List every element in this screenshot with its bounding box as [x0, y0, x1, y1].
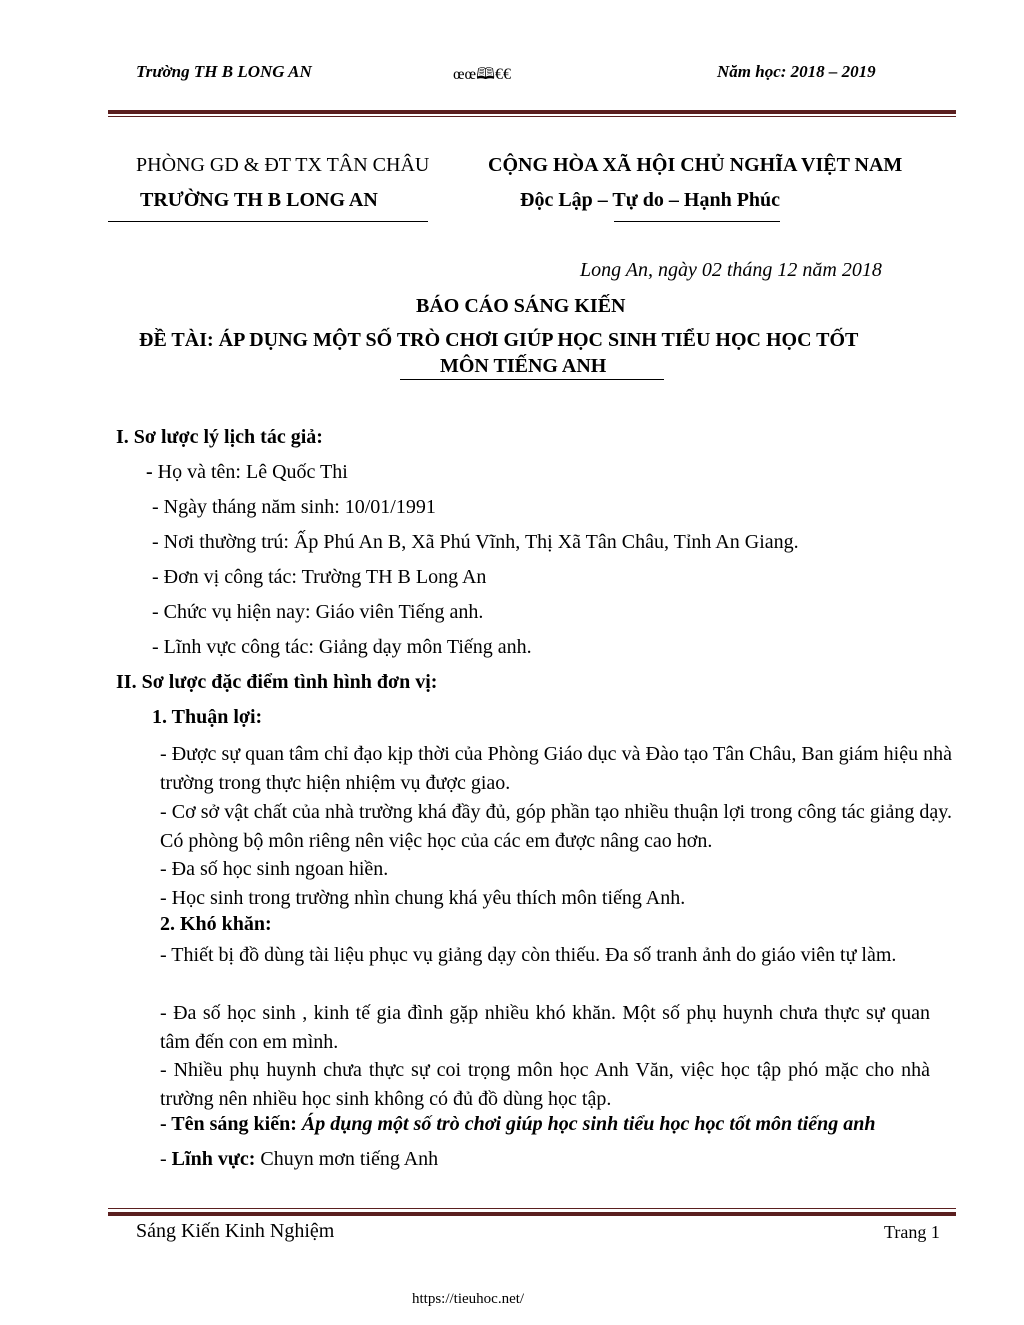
- source-url[interactable]: https://tieuhoc.net/: [412, 1291, 525, 1307]
- difficulty-1: - Thiết bị đồ dùng tài liệu phục vụ giảng dạy còn thiếu. Đa số tranh ảnh do giáo viên tự làm.: [160, 944, 897, 966]
- running-header-left: Trường TH B LONG AN: [136, 62, 312, 81]
- advantages-heading: 1. Thuận lợi:: [152, 706, 263, 728]
- difficulty-3: - Nhiều phụ huynh chưa thực sự coi trọng môn học Anh Văn, việc học tập phó mặc cho nhà trường nên nhiều học sinh không có đủ đồ dùng học tập.: [160, 1059, 930, 1110]
- footer-rule-thin: [108, 1208, 956, 1209]
- letterhead-motto: Độc Lập – Tự do – Hạnh Phúc: [520, 189, 781, 211]
- author-name-dash: -: [146, 461, 158, 483]
- title-underline: [400, 379, 664, 380]
- author-name-text: Họ và tên: Lê Quốc Thi: [157, 461, 348, 483]
- initiative-label: - Tên sáng kiến:: [160, 1113, 302, 1135]
- domain-label: Lĩnh vực:: [171, 1148, 256, 1170]
- domain-dash: -: [160, 1148, 172, 1170]
- school-underline: [108, 221, 428, 222]
- advantage-2: - Cơ sở vật chất của nhà trường khá đầy đủ, góp phần tạo nhiều thuận lợi trong công tác giảng dạy. Có phòng bộ môn riêng nên việc học của các em được nâng cao hơn.: [160, 801, 952, 852]
- author-unit: - Đơn vị công tác: Trường TH B Long An: [152, 566, 487, 588]
- author-position: - Chức vụ hiện nay: Giáo viên Tiếng anh.: [152, 601, 484, 623]
- section2-heading: II. Sơ lược đặc điểm tình hình đơn vị:: [116, 671, 438, 693]
- domain-value: Chuyn mơn tiếng Anh: [255, 1148, 439, 1170]
- author-address: - Nơi thường trú: Ấp Phú An B, Xã Phú Vĩnh, Thị Xã Tân Châu, Tỉnh An Giang.: [152, 531, 799, 553]
- letterhead-nation: CỘNG HÒA XÃ HỘI CHỦ NGHĨA VIỆT NAM: [488, 154, 903, 176]
- date-line: Long An, ngày 02 tháng 12 năm 2018: [580, 259, 882, 281]
- advantage-1: - Được sự quan tâm chỉ đạo kịp thời của Phòng Giáo dục và Đào tạo Tân Châu, Ban giám hiệu nhà trường trong thực hiện nhiệm vụ được giao.: [160, 743, 952, 794]
- author-dob: - Ngày tháng năm sinh: 10/01/1991: [152, 496, 436, 518]
- header-rule-thick: [108, 110, 956, 114]
- letterhead-school: TRƯỜNG TH B LONG AN: [140, 189, 378, 211]
- section1-heading: I. Sơ lược lý lịch tác giả:: [116, 426, 323, 448]
- advantage-4: - Học sinh trong trường nhìn chung khá yêu thích môn tiếng Anh.: [160, 887, 686, 909]
- running-header-right: Năm học: 2018 – 2019: [717, 62, 876, 81]
- header-ornament-icon: œœ🕮€€: [453, 66, 511, 83]
- topic-line-2: MÔN TIẾNG ANH: [440, 355, 607, 377]
- page-number: Trang 1: [884, 1222, 940, 1242]
- header-rule-thin: [108, 116, 956, 117]
- difficulties-heading: 2. Khó khăn:: [160, 913, 272, 935]
- report-title: BÁO CÁO SÁNG KIẾN: [416, 295, 626, 317]
- letterhead-dept: PHÒNG GD & ĐT TX TÂN CHÂU: [136, 154, 430, 176]
- author-field: - Lĩnh vực công tác: Giảng dạy môn Tiếng anh.: [152, 636, 532, 658]
- initiative-line: [160, 1113, 876, 1136]
- domain-line: [160, 1148, 438, 1171]
- author-name: [146, 461, 348, 484]
- initiative-value: Áp dụng một số trò chơi giúp học sinh tiểu học học tốt môn tiếng anh: [301, 1113, 876, 1135]
- footer-rule-thick: [108, 1212, 956, 1216]
- advantage-3: - Đa số học sinh ngoan hiền.: [160, 858, 389, 880]
- topic-line-1: ĐỀ TÀI: ÁP DỤNG MỘT SỐ TRÒ CHƠI GIÚP HỌC SINH TIỂU HỌC HỌC TỐT: [139, 329, 859, 351]
- difficulty-2: - Đa số học sinh , kinh tế gia đình gặp nhiều khó khăn. Một số phụ huynh chưa thực sự quan tâm đến con em mình.: [160, 1002, 930, 1053]
- footer-left: Sáng Kiến Kinh Nghiệm: [136, 1220, 335, 1242]
- motto-underline: [614, 221, 780, 222]
